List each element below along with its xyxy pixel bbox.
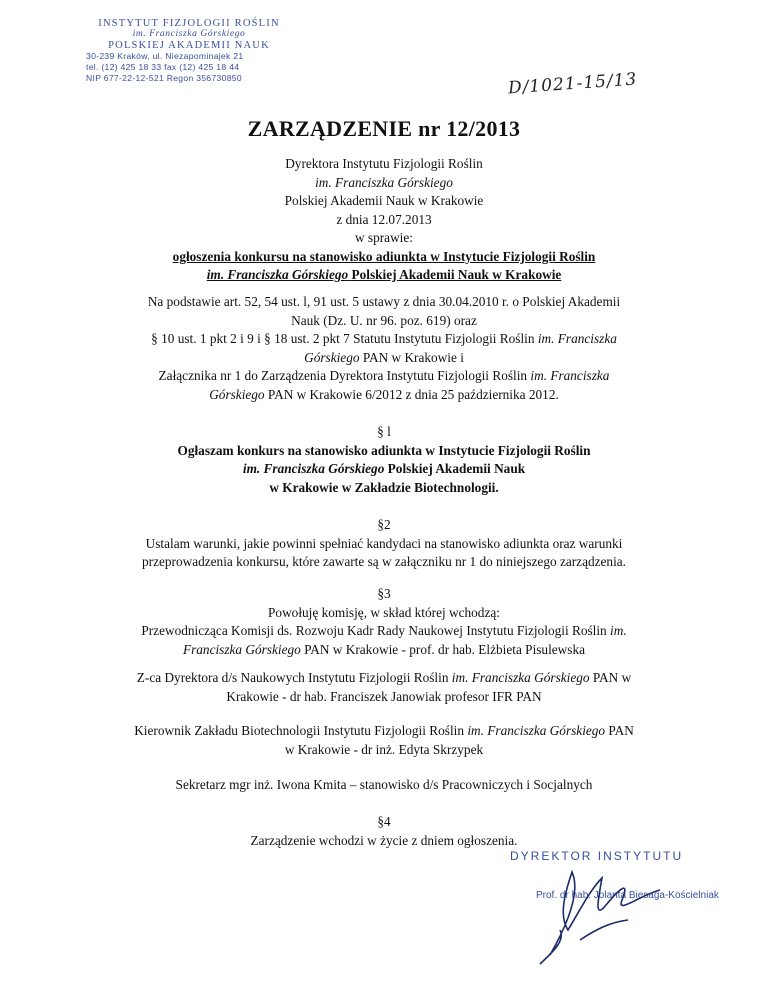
- member-line: w Krakowie - dr inż. Edyta Skrzypek: [284, 741, 484, 757]
- basis-line: [60, 349, 708, 368]
- basis-italic: im. Franciszka: [537, 331, 617, 346]
- section-2: [60, 516, 708, 572]
- section3-intro: Powołuję komisję, w skład której wchodzą:: [268, 604, 500, 620]
- section1-line: w Krakowie w Zakładzie Biotechnologii.: [269, 479, 499, 495]
- section2-line: Ustalam warunki, jakie powinni spełniać kandydaci na stanowisko adiunkta oraz warunki: [145, 535, 623, 551]
- committee-member-4: [60, 776, 708, 795]
- basis-line: [60, 330, 708, 349]
- basis-italic: Górskiego: [304, 349, 360, 365]
- document-title: ZARZĄDZENIE nr 12/2013: [247, 116, 521, 141]
- section2-line: przeprowadzenia konkursu, które zawarte są w załączniku nr 1 do niniejszego zarządzenia.: [142, 554, 626, 569]
- letterhead-address: 30-239 Kraków, ul. Niezapominajek 21: [86, 51, 244, 61]
- subject-line: [60, 266, 708, 285]
- committee-member-1-cont: [60, 641, 708, 660]
- header-line: Polskiej Akademii Nauk w Krakowie: [284, 193, 484, 208]
- subject-line: ogłoszenia konkursu na stanowisko adiunkta w Instytucie Fizjologii Roślin: [172, 248, 596, 264]
- section1-line: [60, 460, 708, 479]
- section-1: [60, 423, 708, 497]
- member-italic: im. Franciszka Górskiego: [467, 723, 606, 738]
- member-italic: im. Franciszka Górskiego: [451, 670, 590, 685]
- committee-member-2: [60, 669, 708, 706]
- basis-italic: Górskiego: [209, 386, 265, 402]
- institute-letterhead-stamp: [84, 18, 294, 84]
- letterhead-line1: INSTYTUT FIZJOLOGII ROŚLIN: [98, 18, 280, 29]
- basis-text: § 10 ust. 1 pkt 2 i 9 i § 18 ust. 2 pkt 7 Statutu Instytutu Fizjologii Roślin: [151, 331, 538, 346]
- member-text: Kierownik Zakładu Biotechnologii Instytutu Fizjologii Roślin: [134, 723, 468, 738]
- committee-member-1: [60, 622, 708, 641]
- section-mark: §2: [377, 517, 391, 532]
- subject-rest: Polskiej Akademii Nauk w Krakowie: [348, 267, 562, 282]
- basis-line: Nauk (Dz. U. nr 96. poz. 619) oraz: [291, 312, 477, 328]
- basis-text: PAN w Krakowie 6/2012 z dnia 25 października 2012.: [264, 386, 559, 402]
- basis-text: PAN w Krakowie i: [359, 349, 464, 365]
- basis-line: [60, 367, 708, 386]
- member-text: Przewodnicząca Komisji ds. Rozwoju Kadr Rady Naukowej Instytutu Fizjologii Roślin: [141, 623, 611, 638]
- header-line: Dyrektora Instytutu Fizjologii Roślin: [285, 156, 483, 171]
- director-stamp: DYREKTOR INSTYTUTU: [510, 849, 684, 863]
- letterhead-phones: tel. (12) 425 18 33 fax (12) 425 18 44: [86, 62, 240, 72]
- section-3: [60, 585, 708, 659]
- handwritten-reference-number: D/1021-15/13: [507, 69, 638, 99]
- section4-line: Zarządzenie wchodzi w życie z dniem ogłoszenia.: [250, 832, 518, 848]
- basis-line: Na podstawie art. 52, 54 ust. l, 91 ust. 5 ustawy z dnia 30.04.2010 r. o Polskiej Akademii: [147, 294, 621, 309]
- member-text: Z-ca Dyrektora d/s Naukowych Instytutu Fizjologii Roślin: [136, 670, 452, 685]
- committee-member-3: [60, 722, 708, 759]
- basis-line: [60, 386, 708, 405]
- section-4: [60, 813, 708, 850]
- handwritten-signature: [510, 860, 710, 970]
- section1-italic: im. Franciszka Górskiego: [242, 461, 385, 476]
- member-text: PAN w Krakowie - prof. dr hab. Elżbieta Pisulewska: [300, 641, 586, 657]
- legal-basis: [60, 293, 708, 404]
- member-text: PAN w: [589, 670, 632, 685]
- letterhead-line2: im. Franciszka Górskiego: [132, 29, 246, 39]
- header-block: [60, 155, 708, 285]
- member-italic: im.: [610, 623, 627, 638]
- member-line: Sekretarz mgr inż. Iwona Kmita – stanowisko d/s Pracowniczych i Socjalnych: [175, 777, 593, 792]
- section-mark: §3: [377, 586, 391, 601]
- letterhead-ids: NIP 677-22-12-521 Regon 356730850: [86, 73, 242, 83]
- member-line: Krakowie - dr hab. Franciszek Janowiak profesor IFR PAN: [226, 688, 542, 704]
- basis-text: Załącznika nr 1 do Zarządzenia Dyrektora Instytutu Fizjologii Roślin: [158, 368, 531, 383]
- section1-text: Polskiej Akademii Nauk: [384, 461, 526, 476]
- section1-line: Ogłaszam konkurs na stanowisko adiunkta w Instytucie Fizjologii Roślin: [177, 442, 591, 458]
- section-mark: § l: [377, 424, 391, 439]
- letterhead-line3: POLSKIEJ AKADEMII NAUK: [108, 40, 270, 51]
- basis-italic: im. Franciszka: [530, 368, 610, 383]
- member-text: PAN: [605, 723, 634, 738]
- header-line: w sprawie:: [355, 230, 413, 245]
- header-line: im. Franciszka Górskiego: [315, 174, 453, 190]
- header-date: z dnia 12.07.2013: [336, 211, 432, 227]
- director-name: Prof. dr hab. Jolanta Biesaga-Kościelniak: [536, 890, 719, 901]
- subject-italic: im. Franciszka Górskiego: [206, 267, 349, 282]
- section-mark: §4: [377, 814, 391, 829]
- member-italic: Franciszka Górskiego: [182, 641, 301, 657]
